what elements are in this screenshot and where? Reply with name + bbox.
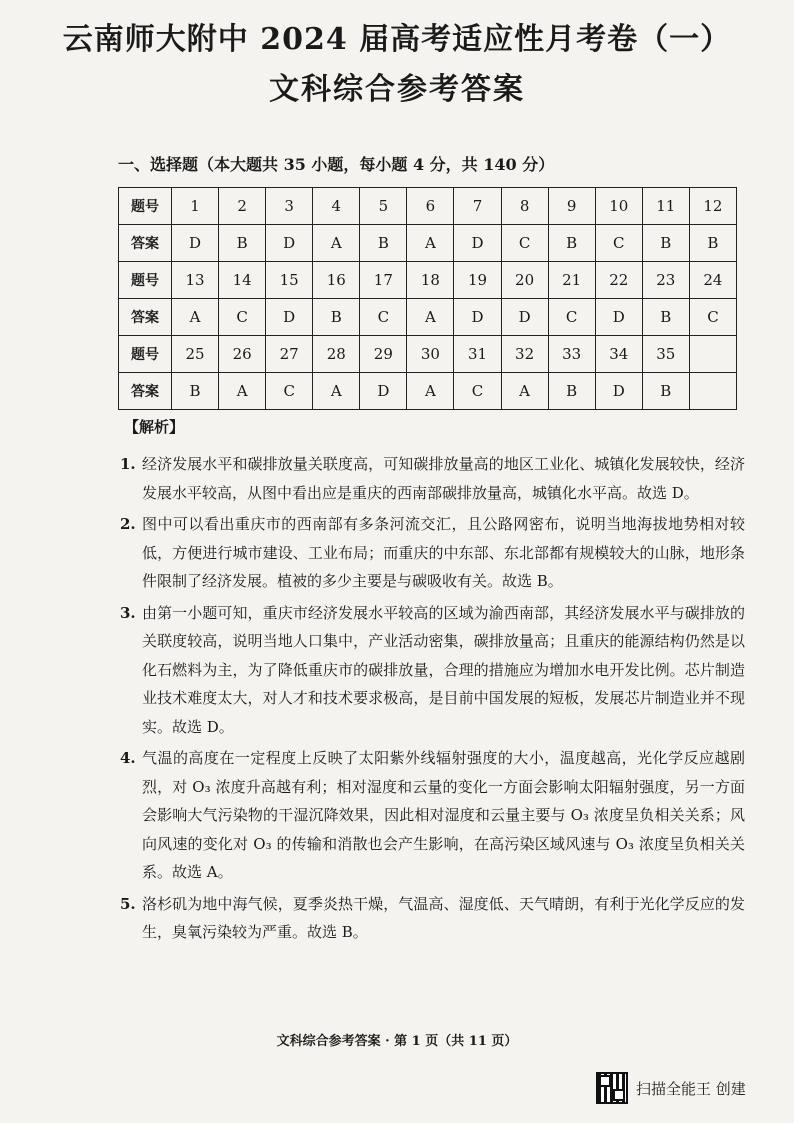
answer-cell: A <box>407 225 454 262</box>
explanation-item <box>120 450 745 507</box>
answer-cell: C <box>595 225 642 262</box>
question-cell: 10 <box>595 188 642 225</box>
section-heading: 一、选择题（本大题共 35 小题，每小题 4 分，共 140 分） <box>118 155 555 174</box>
question-cell: 28 <box>313 336 360 373</box>
question-cell: 16 <box>313 262 360 299</box>
answer-cell: A <box>219 373 266 410</box>
question-row-label: 题号 <box>119 262 172 299</box>
question-cell: 29 <box>360 336 407 373</box>
question-cell: 20 <box>501 262 548 299</box>
question-cell: 33 <box>548 336 595 373</box>
question-cell: 21 <box>548 262 595 299</box>
question-row <box>119 188 737 225</box>
question-cell: 3 <box>266 188 313 225</box>
question-cell: 23 <box>642 262 689 299</box>
question-cell: 24 <box>689 262 736 299</box>
answer-cell: C <box>501 225 548 262</box>
answer-cell: D <box>595 373 642 410</box>
question-row-label: 题号 <box>119 336 172 373</box>
qr-code-icon <box>596 1072 628 1104</box>
question-cell: 12 <box>689 188 736 225</box>
scanner-watermark-text: 扫描全能王 创建 <box>636 1079 746 1098</box>
answer-cell: D <box>360 373 407 410</box>
analysis-label: 【解析】 <box>124 418 185 436</box>
answer-cell: A <box>407 299 454 336</box>
question-cell: 2 <box>219 188 266 225</box>
answer-cell: A <box>313 373 360 410</box>
question-cell: 13 <box>172 262 219 299</box>
answer-cell: C <box>360 299 407 336</box>
answer-cell: A <box>313 225 360 262</box>
explanation-item <box>120 890 745 947</box>
answer-row-label: 答案 <box>119 225 172 262</box>
answer-cell <box>689 373 736 410</box>
answer-cell: B <box>313 299 360 336</box>
answer-cell: B <box>360 225 407 262</box>
explanation-number: 1. <box>120 455 136 473</box>
question-cell: 32 <box>501 336 548 373</box>
question-cell: 6 <box>407 188 454 225</box>
question-cell: 18 <box>407 262 454 299</box>
question-cell: 7 <box>454 188 501 225</box>
explanation-number: 3. <box>120 603 136 622</box>
answer-cell: B <box>548 225 595 262</box>
question-cell: 17 <box>360 262 407 299</box>
explanation-text: 经济发展水平和碳排放量关联度高，可知碳排放量高的地区工业化、城镇化发展较快，经济发展水平较高，从图中看出应是重庆的西南部碳排放量高，城镇化水平高。故选 D。 <box>142 455 745 502</box>
answer-cell: B <box>642 299 689 336</box>
answer-cell: B <box>642 373 689 410</box>
answer-cell: C <box>454 373 501 410</box>
answer-cell: C <box>689 299 736 336</box>
explanation-list <box>120 450 745 950</box>
question-cell: 30 <box>407 336 454 373</box>
answer-cell: C <box>266 373 313 410</box>
question-cell: 1 <box>172 188 219 225</box>
answer-cell: D <box>172 225 219 262</box>
explanation-item <box>120 599 745 742</box>
question-row <box>119 336 737 373</box>
explanation-number: 5. <box>120 894 136 913</box>
question-cell <box>689 336 736 373</box>
page-subtitle: 文科综合参考答案 <box>269 72 525 107</box>
question-cell: 22 <box>595 262 642 299</box>
answer-cell: D <box>454 299 501 336</box>
explanation-text: 气温的高度在一定程度上反映了太阳紫外线辐射强度的大小，温度越高，光化学反应越剧烈，对 O₃ 浓度升高越有利；相对湿度和云量的变化一方面会影响太阳辐射强度，另一方面会影响大气污染物的干湿沉降效果，因此相对湿度和云量主要与 O₃ 浓度呈负相关关系；风向风速的变化对 O₃ 的传输和消散也会产生影响，在高污染区域风速与 O₃ 浓度呈负相关关系。故选 A。 <box>142 749 745 881</box>
page-title: 云南师大附中 2024 届高考适应性月考卷（一） <box>62 22 732 57</box>
scanner-watermark <box>596 1072 746 1104</box>
answer-cell: D <box>501 299 548 336</box>
answer-cell: A <box>172 299 219 336</box>
question-cell: 35 <box>642 336 689 373</box>
question-row <box>119 262 737 299</box>
answer-cell: A <box>407 373 454 410</box>
answer-cell: D <box>266 299 313 336</box>
answer-cell: B <box>172 373 219 410</box>
question-cell: 19 <box>454 262 501 299</box>
explanation-text: 图中可以看出重庆市的西南部有多条河流交汇，且公路网密布，说明当地海拔地势相对较低，方便进行城市建设、工业布局；而重庆的中东部、东北部都有规模较大的山脉，地形条件限制了经济发展。植被的多少主要是与碳吸收有关。故选 B。 <box>142 515 745 590</box>
explanation-text: 洛杉矶为地中海气候，夏季炎热干燥，气温高、湿度低、天气晴朗，有利于光化学反应的发生，臭氧污染较为严重。故选 B。 <box>142 894 745 941</box>
answer-cell: A <box>501 373 548 410</box>
answer-row <box>119 299 737 336</box>
answer-cell: B <box>642 225 689 262</box>
question-cell: 5 <box>360 188 407 225</box>
answer-row <box>119 373 737 410</box>
answer-cell: B <box>219 225 266 262</box>
answer-row <box>119 225 737 262</box>
question-row-label: 题号 <box>119 188 172 225</box>
answer-cell: B <box>689 225 736 262</box>
question-cell: 26 <box>219 336 266 373</box>
answer-cell: C <box>219 299 266 336</box>
question-cell: 15 <box>266 262 313 299</box>
answer-cell: B <box>548 373 595 410</box>
question-cell: 11 <box>642 188 689 225</box>
question-cell: 34 <box>595 336 642 373</box>
question-cell: 14 <box>219 262 266 299</box>
question-cell: 4 <box>313 188 360 225</box>
answer-row-label: 答案 <box>119 299 172 336</box>
question-cell: 25 <box>172 336 219 373</box>
answer-table <box>118 187 737 410</box>
answer-cell: C <box>548 299 595 336</box>
answer-cell: D <box>454 225 501 262</box>
answer-cell: D <box>595 299 642 336</box>
page-footer: 文科综合参考答案 · 第 1 页（共 11 页） <box>276 1034 518 1049</box>
question-cell: 9 <box>548 188 595 225</box>
question-cell: 8 <box>501 188 548 225</box>
question-cell: 27 <box>266 336 313 373</box>
answer-row-label: 答案 <box>119 373 172 410</box>
explanation-item <box>120 510 745 596</box>
explanation-number: 4. <box>120 749 136 767</box>
explanation-number: 2. <box>120 515 136 533</box>
answer-cell: D <box>266 225 313 262</box>
question-cell: 31 <box>454 336 501 373</box>
explanation-item <box>120 744 745 887</box>
explanation-text: 由第一小题可知，重庆市经济发展水平较高的区域为渝西南部，其经济发展水平与碳排放的关联度较高，说明当地人口集中，产业活动密集，碳排放量高；且重庆的能源结构仍然是以化石燃料为主，为了降低重庆市的碳排放量，合理的措施应为增加水电开发比例。芯片制造业技术难度太大，对人才和技术要求极高，是目前中国发展的短板，发展芯片制造业并不现实。故选 D。 <box>142 603 745 736</box>
